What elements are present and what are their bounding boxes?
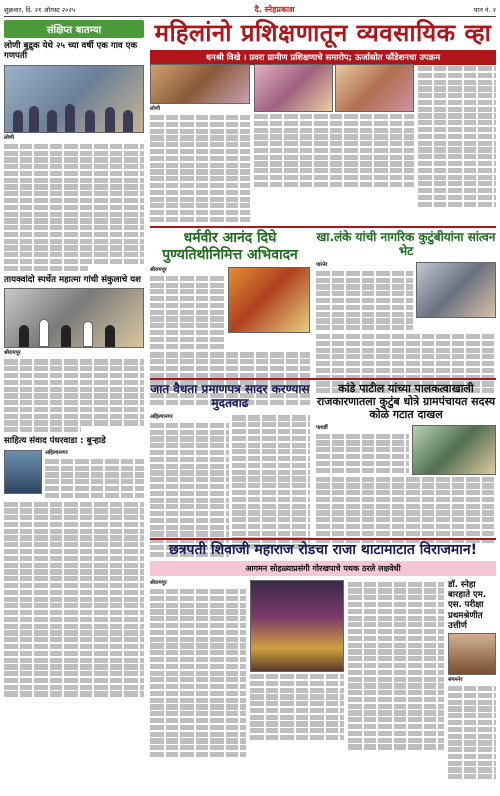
news-photo <box>4 288 144 348</box>
story-headline: जात वैधता प्रमाणपत्र सादर करण्यास मुदतवाढ <box>150 382 310 411</box>
story-block <box>150 542 496 576</box>
portrait-photo <box>448 633 496 675</box>
lead-headline: महिलांनो प्रशिक्षणातून व्यवसायिक व्हा <box>154 19 492 47</box>
news-photo <box>254 64 333 112</box>
page-header <box>4 3 496 17</box>
dateline: श्रीरामपूर <box>150 580 167 586</box>
dateline: पारनेर <box>316 261 328 268</box>
story-headline: छत्रपती शिवाजी महाराज रोडचा राजा थाटामाटात विराजमान! <box>168 542 478 558</box>
dateline: संगमनेर <box>448 676 463 683</box>
story-block <box>150 230 310 407</box>
news-photo <box>4 65 144 133</box>
story-body <box>418 64 496 208</box>
story-headline: साहित्य संवाद पंधरवाडा : बुऱ्हाडे <box>4 436 106 447</box>
story-block <box>448 580 496 781</box>
news-photo <box>150 64 250 104</box>
newspaper-brand: दै. स्नेहप्रकाश <box>254 5 295 14</box>
dateline: लोणी <box>150 106 160 112</box>
story-body <box>4 350 144 432</box>
dateline: लोणी <box>4 134 14 141</box>
main-area <box>150 20 496 792</box>
story-headline: डॉ. स्नेहा बारहाते एम. एस. परीक्षा प्रथमश्रेणीत उत्तीर्ण <box>448 580 487 631</box>
story-block <box>150 382 310 559</box>
dateline: अहिल्यानगर <box>45 449 68 456</box>
left-column <box>4 20 144 792</box>
ganesh-idol-photo <box>250 580 344 672</box>
story-body <box>150 580 246 759</box>
story-block <box>316 230 496 395</box>
section-title: संक्षिप्त बातम्या <box>4 20 144 38</box>
story-headline: खा.लंके यांची नागरिक कुटुंबीयांना सांत्वन भेट <box>316 230 496 259</box>
dateline: अहिल्यानगर <box>150 413 173 420</box>
story-headline: तायक्वांदो स्पर्धेत महात्मा गांधी संकुलाचे यश <box>4 275 141 285</box>
story-headline: धर्मवीर आनंद दिघे पुण्यतिथीनिमित्त अभिवादन <box>162 230 298 263</box>
news-photo <box>228 267 310 333</box>
story-headline: कांडे पाटील यांच्या पालकत्वाखाली राजकारणातला कुटुंब धोत्रे ग्रामपंचायत सदस्य कोळे गटात दाखल <box>316 382 496 422</box>
issue-date: शुक्रवार, दि. २१ ऑगस्ट २०२५ <box>4 6 76 14</box>
story-body <box>150 64 250 224</box>
dateline: श्रीरामपूर <box>4 350 21 357</box>
news-photo <box>335 64 414 112</box>
photo-group <box>254 64 414 189</box>
story-block <box>316 382 496 544</box>
photo-group <box>250 580 344 742</box>
lead-subheadline: धनश्री विखे । प्रवरा ग्रामीण प्रशिक्षणाचे समारोप; ऊर्जास्रोत फौंडेशनचा उपक्रम <box>150 50 496 65</box>
story-body <box>45 450 144 500</box>
story-subheadline: आगमन सोहळ्याप्रसंगी गोरखपाचे पथक ठरले लक्षवेधी <box>150 561 496 576</box>
page-number: पान नं. २ <box>473 6 496 14</box>
story-body <box>4 502 144 697</box>
story-body <box>348 580 444 751</box>
dateline: श्रीरामपूर <box>150 266 167 273</box>
news-photo <box>412 425 496 475</box>
dateline: पाथर्डी <box>316 424 328 431</box>
story-headline: लोणी बुद्रुक येथे २५ च्या वर्षी एक गाव एक गणपती <box>4 41 138 62</box>
story-body <box>4 135 144 271</box>
news-photo <box>416 262 496 318</box>
portrait-photo <box>4 450 42 494</box>
